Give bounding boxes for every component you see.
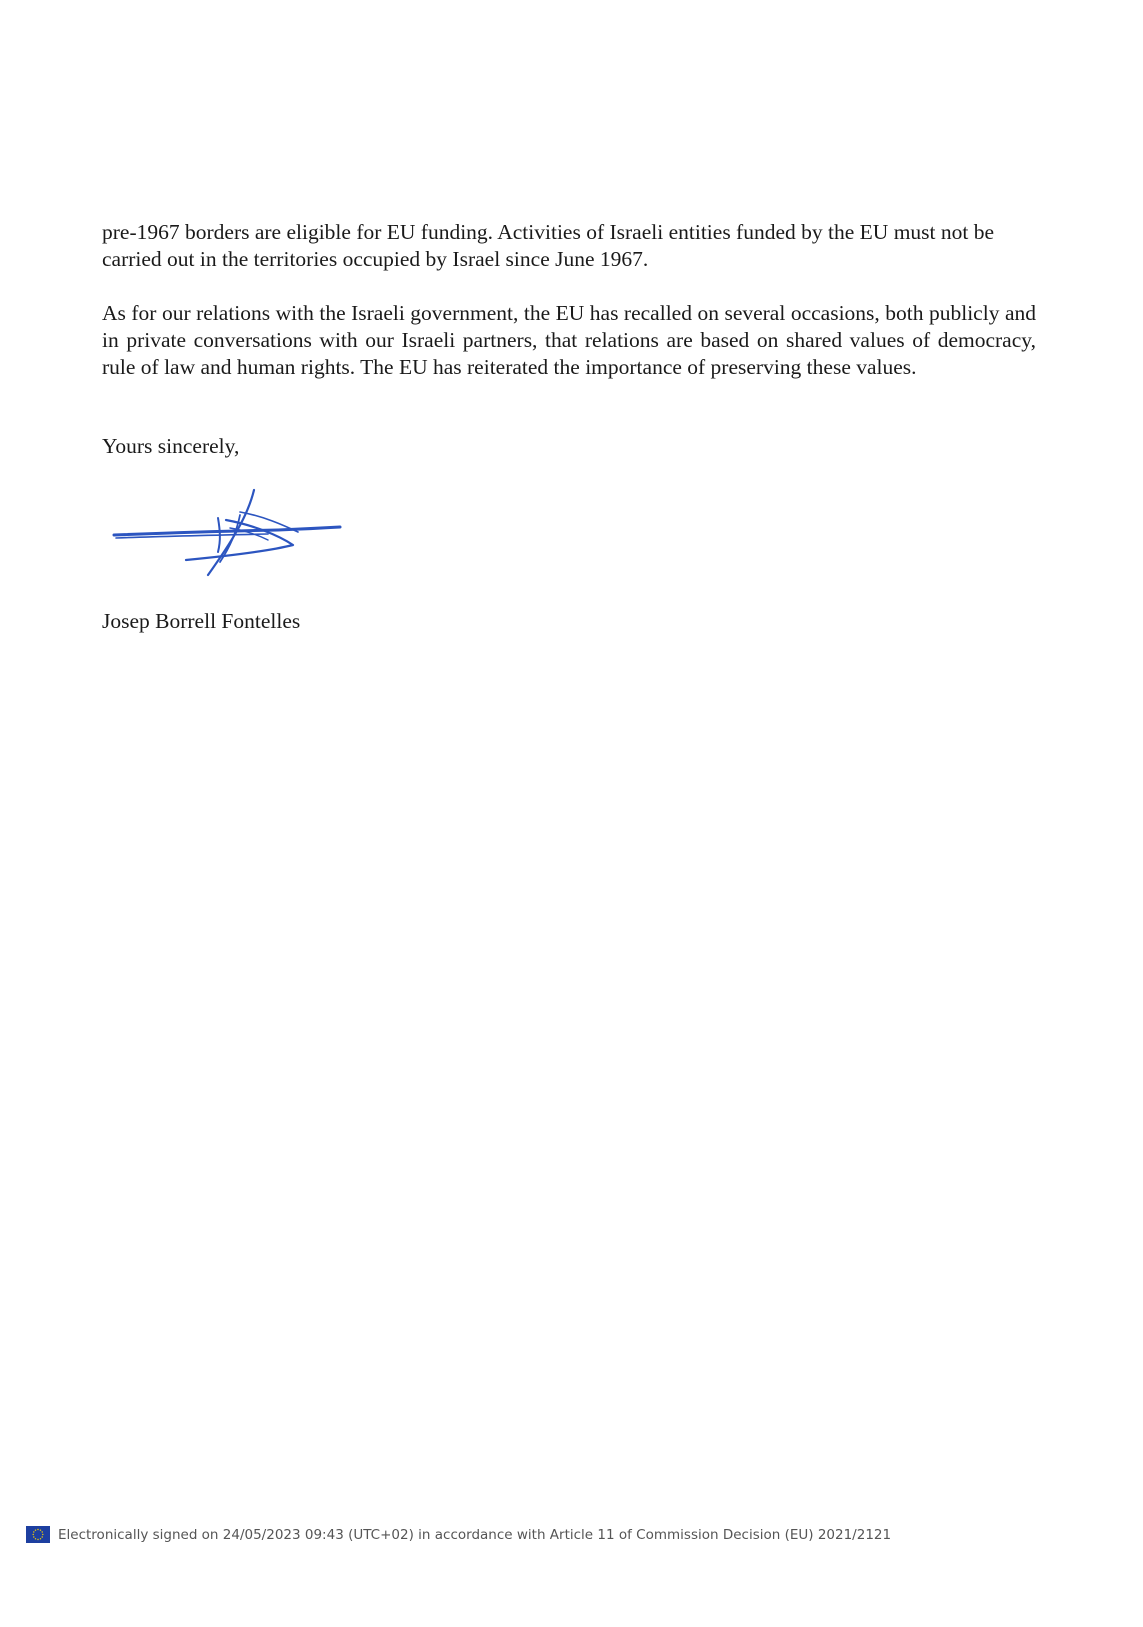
signer-name: Josep Borrell Fontelles	[102, 609, 301, 633]
electronic-signature-footer	[26, 1526, 891, 1543]
signature-notice-text: Electronically signed on 24/05/2023 09:43 (UTC+02) in accordance with Article 11 of Commission Decision (EU) 2021/2121	[58, 1526, 892, 1543]
paragraph-funding-conditions: pre-1967 borders are eligible for EU funding. Activities of Israeli entities funded by the EU must not be carried out in the territories occupied by Israel since June 1967.	[102, 220, 995, 271]
handwritten-signature	[108, 480, 348, 590]
eu-flag-icon	[26, 1526, 50, 1543]
closing-salutation: Yours sincerely,	[102, 434, 240, 458]
paragraph-israeli-relations: As for our relations with the Israeli government, the EU has recalled on several occasions, both publicly and in private conversations with our Israeli partners, that relations are based on shared values of democracy, rule of law and human rights. The EU has reiterated the importance of preserving these values.	[102, 301, 1036, 379]
